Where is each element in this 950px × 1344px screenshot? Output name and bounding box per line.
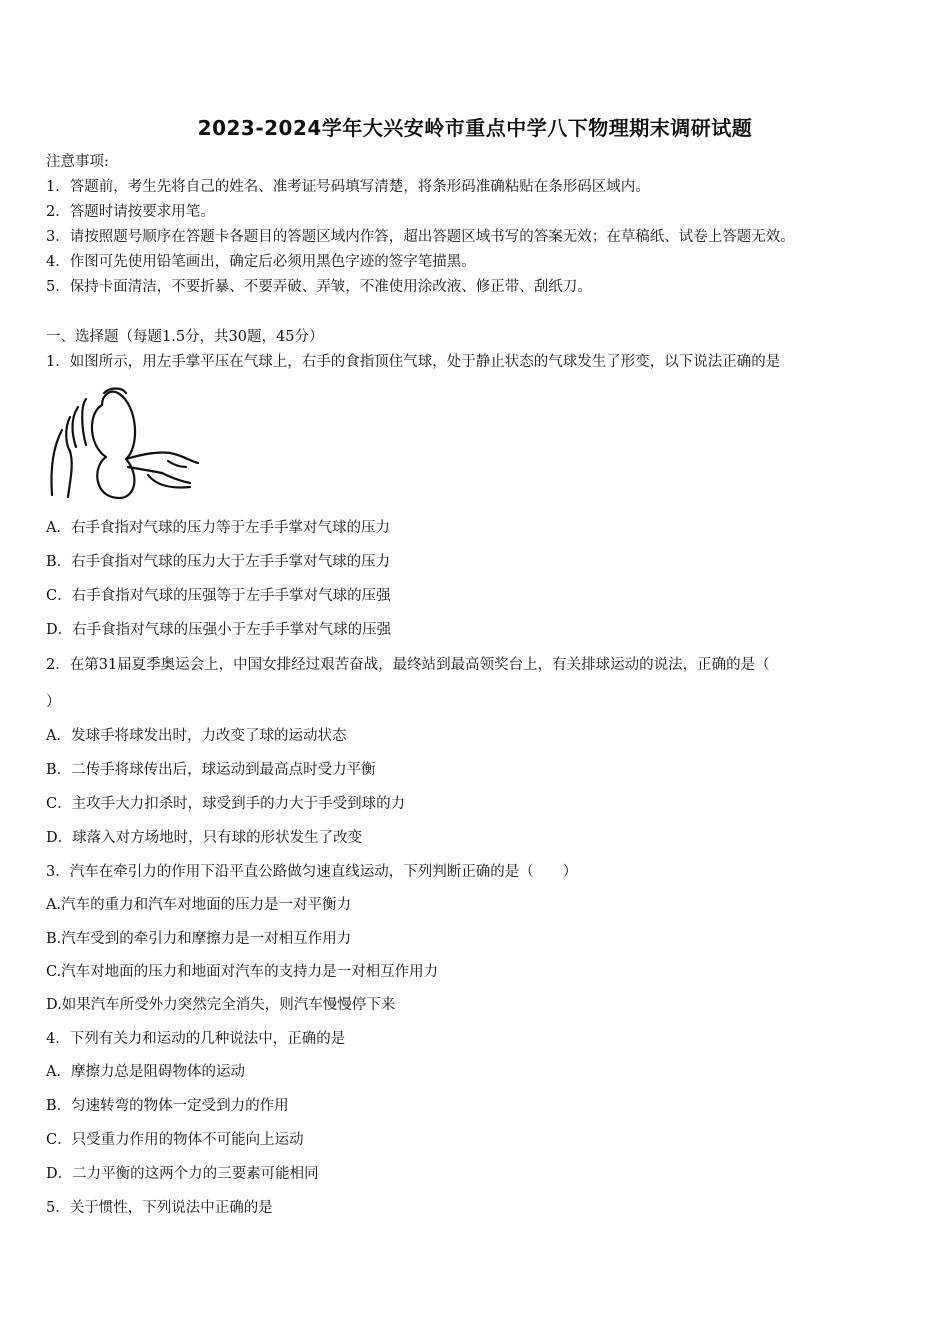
notice-item: 4．作图可先使用铅笔画出，确定后必须用黑色字迹的签字笔描黑。 — [46, 254, 476, 270]
option-item: D．右手食指对气球的压强小于左手手掌对气球的压强 — [46, 622, 392, 638]
option-item: D．二力平衡的这两个力的三要素可能相同 — [46, 1166, 319, 1182]
notice-heading: 注意事项: — [46, 154, 109, 170]
page-title: 2023-2024学年大兴安岭市重点中学八下物理期末调研试题 — [197, 116, 753, 140]
question-stem: 2．在第31届夏季奥运会上，中国女排经过艰苦奋战，最终站到最高领奖台上，有关排球运动的说法，正确的是（ — [46, 657, 770, 673]
notice-item: 1．答题前，考生先将自己的姓名、准考证号码填写清楚，将条形码准确粘贴在条形码区域内。 — [46, 179, 650, 195]
notice-item: 5．保持卡面清洁，不要折暴、不要弄破、弄皱，不准使用涂改液、修正带、刮纸刀。 — [46, 279, 592, 295]
option-item: A．摩擦力总是阻碍物体的运动 — [46, 1064, 245, 1080]
question-stem: 1．如图所示，用左手掌平压在气球上，右手的食指顶住气球，处于静止状态的气球发生了形变，以下说法正确的是 — [46, 354, 781, 370]
section-heading: 一、选择题（每题1.5分，共30题，45分） — [46, 329, 324, 345]
option-item: C.汽车对地面的压力和地面对汽车的支持力是一对相互作用力 — [46, 964, 439, 980]
option-item: D．球落入对方场地时，只有球的形状发生了改变 — [46, 830, 363, 846]
option-item: B．二传手将球传出后，球运动到最高点时受力平衡 — [46, 762, 376, 778]
balloon-hand-figure — [40, 385, 205, 503]
notice-item: 2．答题时请按要求用笔。 — [46, 204, 215, 220]
option-item: C．主攻手大力扣杀时，球受到手的力大于手受到球的力 — [46, 796, 406, 812]
option-item: A．发球手将球发出时，力改变了球的运动状态 — [46, 728, 347, 744]
option-item: C．只受重力作用的物体不可能向上运动 — [46, 1132, 304, 1148]
option-item: A.汽车的重力和汽车对地面的压力是一对平衡力 — [46, 897, 352, 913]
option-item: B.汽车受到的牵引力和摩擦力是一对相互作用力 — [46, 931, 352, 947]
option-item: A．右手食指对气球的压力等于左手手掌对气球的压力 — [46, 520, 390, 536]
question-stem: 5．关于惯性，下列说法中正确的是 — [46, 1200, 273, 1216]
question-stem: 3．汽车在牵引力的作用下沿平直公路做匀速直线运动，下列判断正确的是（ ） — [46, 864, 578, 880]
notice-item: 3．请按照题号顺序在答题卡各题目的答题区域内作答，超出答题区域书写的答案无效；在草稿纸、试卷上答题无效。 — [46, 229, 795, 245]
question-stem-continuation: ） — [46, 694, 61, 710]
option-item: B．匀速转弯的物体一定受到力的作用 — [46, 1098, 289, 1114]
question-stem: 4．下列有关力和运动的几种说法中，正确的是 — [46, 1031, 346, 1047]
option-item: C．右手食指对气球的压强等于左手手掌对气球的压强 — [46, 588, 391, 604]
option-item: B．右手食指对气球的压力大于左手手掌对气球的压力 — [46, 554, 391, 570]
option-item: D.如果汽车所受外力突然完全消失，则汽车慢慢停下来 — [46, 997, 396, 1013]
